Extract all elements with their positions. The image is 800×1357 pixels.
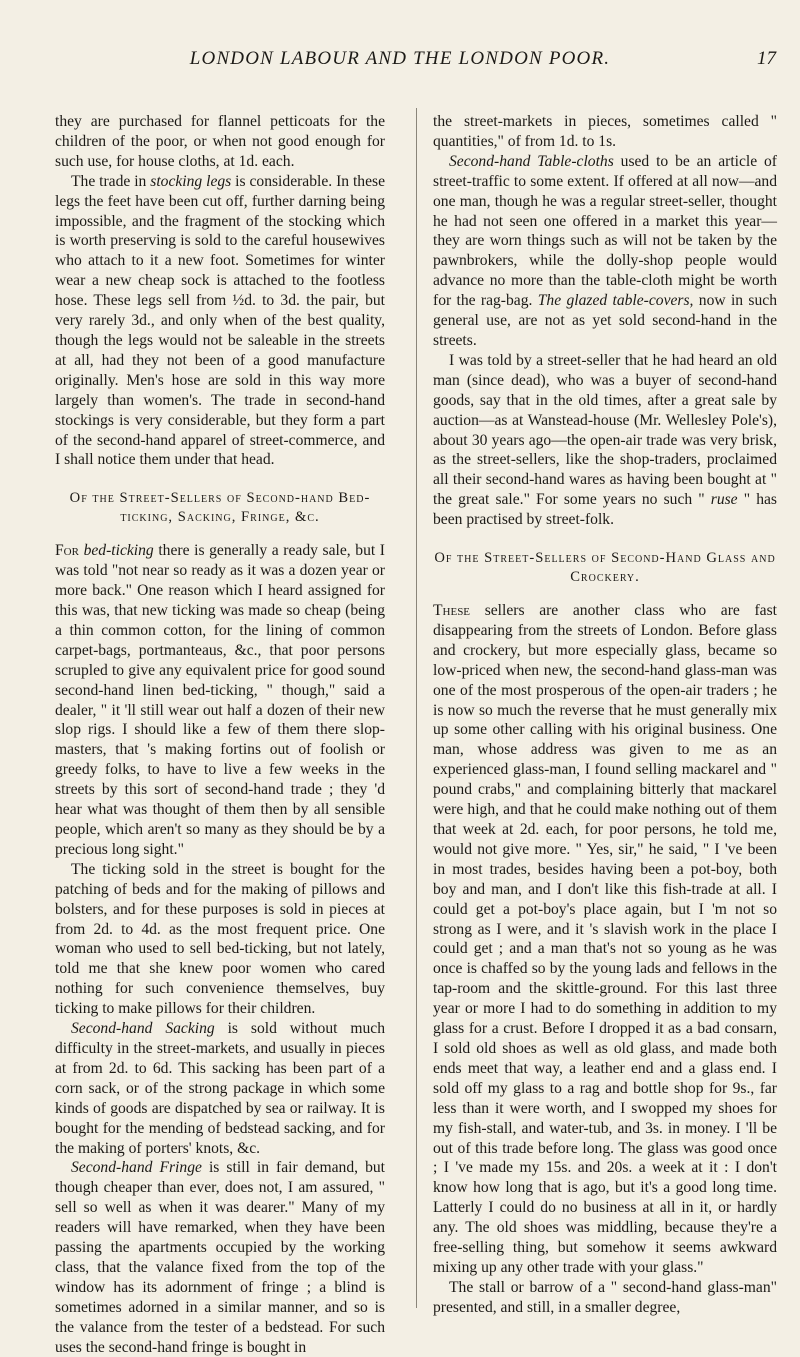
column-divider: [416, 108, 417, 1308]
running-title: LONDON LABOUR AND THE LONDON POOR.: [189, 48, 611, 69]
section-heading: Of the Street-Sellers of Second-hand Bed-ticking, Sacking, Fringe, &c.: [69, 490, 371, 526]
page-header: [0, 44, 800, 84]
paragraph: The trade in stocking legs is considerable. In these legs the feet have been cut off, further darning being impossible, and the fragment of the stocking which is worth preserving is sold to the careful housewives who attach to it a new foot. Sometimes for winter wear a new cheap sock is attached to the footless hose. These legs sell from ½d. to 3d. the pair, but very rarely 3d., and only when of the best quality, though the legs would not be saleable in the streets at all, had they not been of a good manufacture originally. Men's hose are sold in this way more largely than women's. The trade in second-hand stockings is very considerable, but they form a part of the second-hand apparel of street-commerce, and I shall notice them under that head.: [55, 172, 386, 469]
paragraph: The stall or barrow of a " second-hand glass-man" presented, and still, in a smaller degree,: [433, 1278, 777, 1316]
paragraph: These sellers are another class who are fast disappearing from the streets of London. Before glass and crockery, but more especially glass, became so low-priced when new, the second-hand glass-man was one of the most prosperous of the open-air traders ; he is now so much the reverse that he must generally mix up some other calling with his original business. One man, whose address was given to me as an experienced glass-man, I found selling mackarel and " pound crabs," and complaining bitterly that mackarel were high, and that he could make nothing out of them that week at 2d. each, for poor persons, he told me, would not give more. " Yes, sir," he said, " I 've been in most trades, besides having been a pot-boy, both boy and man, and I don't like this fish-trade at all. I could get a pot-boy's place again, but I 'm not so strong as I were, and it 's slavish work in the place I could get ; and a man that's not so young as he was once is chaffed so by the young lads and fellows in the tap-room and the skittle-ground. For this last three year or more I had to do something in addition to my glass for a crust. Before I dropped it as a bad consarn, I sold old shoes as well as old glass, and made both ends meet that way, a leather end and a glass end. I sold off my glass to a rag and bottle shop for 9s., far less than it were worth, and I swopped my shoes for my fish-stall, and water-tub, and 3s. in money. I 'll be out of this trade before long. The glass was good once ; I 've made my 15s. and 20s. a week at it : I don't know how long that is ago, but it's a good long time. Latterly I could do no business at all in it, or hardly any. The old shoes was middling, because they're a free-selling thing, but somehow it seems awkward mixing up any other trade with your glass.": [433, 602, 777, 1276]
page-number: 17: [757, 48, 776, 69]
paragraph: Second-hand Fringe is still in fair demand, but though cheaper than ever, does not, I am assured, " sell so well as when it was dearer." Many of my readers will have remarked, when they have been passing the apartments occupied by the working class, that the valance fixed from the top of the window has its adornment of fringe ; a blind is sometimes adorned in a similar manner, and so is the valance from the tester of a bedstead. For such uses the second-hand fringe is bought in: [55, 1159, 385, 1356]
paragraph: the street-markets in pieces, sometimes called " quantities," of from 1d. to 1s.: [433, 113, 777, 150]
section-heading: Of the Street-Sellers of Second-Hand Glass and Crockery.: [434, 550, 776, 586]
left-column: [55, 112, 386, 1356]
paragraph: I was told by a street-seller that he had heard an old man (since dead), who was a buyer of second-hand goods, say that in the old times, after a great sale by auction—as at Wanstead-house (Mr. Wellesley Pole's), about 30 years ago—the open-air trade was very brisk, as the street-sellers, like the shop-traders, proclaimed all their second-hand wares as having been bought at " the great sale." For some years no such " ruse " has been practised by street-folk.: [433, 351, 777, 529]
paragraph: Second-hand Table-cloths used to be an article of street-traffic to some extent. If offered at all now—and one man, though he was a regular street-seller, thought he had not seen one offered in a market this year—they are worn things such as will not be taken by the pawnbrokers, while the dolly-shop people would advance no more than the table-cloth might be worth for the rag-bag. The glazed table-covers, now in such general use, are not as yet sold second-hand in the streets.: [433, 152, 778, 349]
right-column: [433, 112, 778, 1316]
paragraph: For bed-ticking there is generally a ready sale, but I was told "not near so ready as it was a dozen year or more back." One reason which I heard assigned for this was, that new ticking was made so cheap (being a thin common cotton, for the lining of common carpet-bags, portmanteaus, &c., that poor persons scrupled to give any equivalent price for good sound second-hand linen bed-ticking, " though," said a dealer, " it 'll still wear out half a dozen of their new slop rigs. I should like a few of them there slop-masters, that 's making fortins out of foolish or greedy folks, to have to live a few weeks in the streets by this sort of second-hand trade ; they 'd hear what was thought of them then by all sensible people, which aren't so many as they should be by a precious long sight.": [55, 542, 386, 858]
paragraph: Second-hand Sacking is sold without much difficulty in the street-markets, and usually in pieces at from 2d. to 6d. This sacking has been part of a corn sack, or of the strong package in which some kinds of goods are dispatched by sea or railway. It is bought for the mending of bedstead sacking, and for the making of porters' knots, &c.: [55, 1020, 385, 1157]
paragraph: The ticking sold in the street is bought for the patching of beds and for the making of pillows and bolsters, and for these purposes is sold in pieces at from 2d. to 4d. as the most frequent price. One woman who used to sell bed-ticking, but not lately, told me that she knew poor women who cared nothing for such convenience themselves, buy ticking to make pillows for their children.: [55, 860, 385, 1018]
paragraph: they are purchased for flannel petticoats for the children of the poor, or when not good enough for such use, for house cloths, at 1d. each.: [55, 113, 385, 170]
